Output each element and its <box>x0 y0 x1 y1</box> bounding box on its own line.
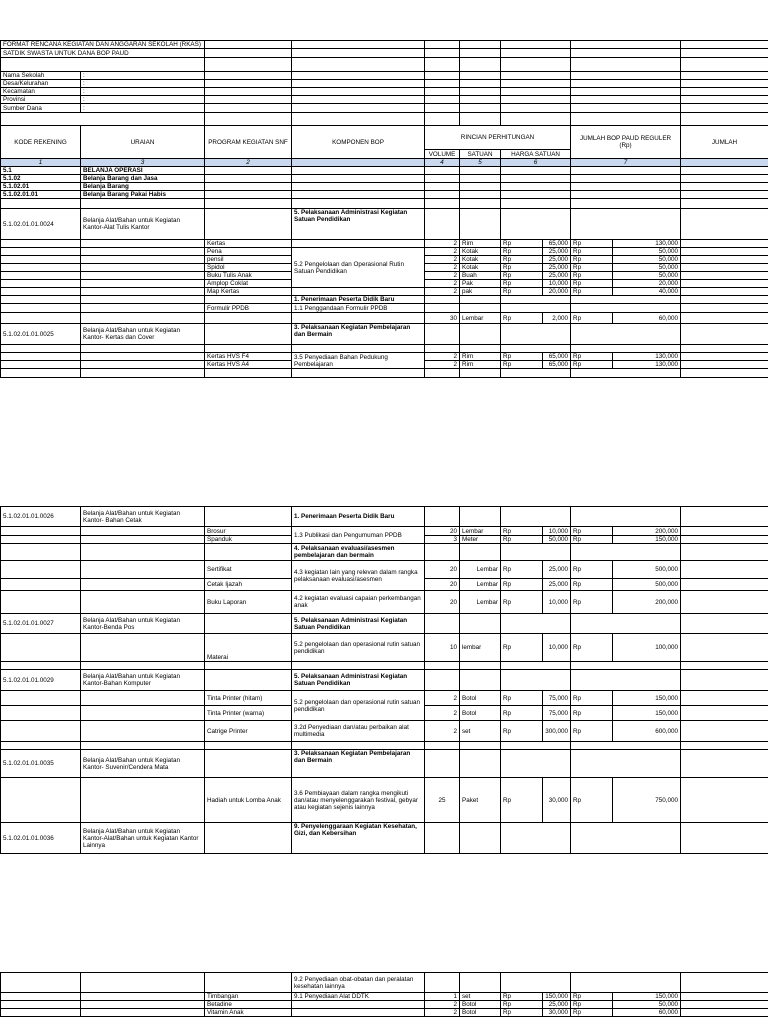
jumlah-bop: 150,000 <box>613 706 681 721</box>
satuan: set <box>460 993 501 1001</box>
harga-satuan: 25,000 <box>543 1001 571 1009</box>
currency: Rp <box>501 591 543 614</box>
table-row <box>1 175 768 183</box>
satuan: Rim <box>460 240 501 248</box>
satuan: Pak <box>460 280 501 288</box>
column-number-row <box>1 159 768 167</box>
table-row <box>1 721 768 742</box>
jumlah-bop: 50,000 <box>613 1001 681 1009</box>
currency: Rp <box>501 993 543 1001</box>
komponen-bop: 4. Pelaksanaan evaluasi/asesmen pembelajaran dan bermain <box>292 544 425 561</box>
uraian: Belanja Alat/Bahan untuk Kegiatan Kantor-Alat/Bahan untuk Kegiatan Kantor Lainnya <box>81 823 205 854</box>
komponen-bop: 9. Penyelenggaraan Kegiatan Kesehatan, Gizi, dan Kebersihan <box>292 823 425 854</box>
table-row <box>1 183 768 191</box>
harga-satuan: 25,000 <box>543 256 571 264</box>
satuan: Botol <box>460 1001 501 1009</box>
col-number: 3 <box>81 159 205 167</box>
kode-rekening: 5.1.02.01.01.0035 <box>1 750 81 778</box>
currency: Rp <box>571 778 613 823</box>
uraian: Belanja Alat/Bahan untuk Kegiatan Kantor- Suvenir/Cendera Mata <box>81 750 205 778</box>
harga-satuan: 75,000 <box>543 706 571 721</box>
jumlah-bop: 50,000 <box>613 248 681 256</box>
volume: 20 <box>425 561 460 579</box>
col-harga: HARGA SATUAN <box>501 150 571 159</box>
kode-rekening: 5.1.02.01.01.0024 <box>1 209 81 240</box>
item-name: Formulir PPDB <box>205 304 292 313</box>
harga-satuan: 10,000 <box>543 280 571 288</box>
satuan: Buah <box>460 272 501 280</box>
field-label: Provinsi <box>1 96 81 104</box>
currency: Rp <box>571 272 613 280</box>
volume: 2 <box>425 721 460 742</box>
currency: Rp <box>501 280 543 288</box>
jumlah-bop: 50,000 <box>613 264 681 272</box>
currency: Rp <box>501 248 543 256</box>
harga-satuan: 25,000 <box>543 561 571 579</box>
jumlah-bop: 600,000 <box>613 721 681 742</box>
table-row <box>1 240 768 248</box>
satuan: Rim <box>460 353 501 361</box>
jumlah-bop: 100,000 <box>613 634 681 662</box>
item-name: Timbangan <box>205 993 292 1001</box>
uraian: Belanja Barang Pakai Habis <box>81 191 205 199</box>
program-kegiatan: 3.5 Penyediaan Bahan Pedukung Pembelajaran <box>292 353 425 369</box>
satuan: Lembar <box>460 579 501 591</box>
currency: Rp <box>501 536 543 544</box>
table-row <box>1 288 768 296</box>
program-kegiatan: 3.6 Pembiayaan dalam rangka mengikuti dan/atau menyelenggarakan festival, gebyar atau kegiatan sejenis lainnya <box>292 778 425 823</box>
harga-satuan: 300,000 <box>543 721 571 742</box>
currency: Rp <box>571 1001 613 1009</box>
table-row <box>1 248 768 256</box>
currency: Rp <box>571 993 613 1001</box>
jumlah-bop: 60,000 <box>613 313 681 324</box>
col-number: 5 <box>460 159 501 167</box>
satuan: pak <box>460 288 501 296</box>
harga-satuan: 10,000 <box>543 634 571 662</box>
volume: 1 <box>425 993 460 1001</box>
table-row <box>1 634 768 662</box>
komponen-bop: 5. Pelaksanaan Administrasi Kegiatan Satuan Pendidikan <box>292 614 425 634</box>
program-kegiatan: 4.3 kegiatan lain yang relevan dalam rangka pelaksanaan evaluasi/asesmen <box>292 561 425 591</box>
satuan: Meter <box>460 536 501 544</box>
table-row <box>1 778 768 823</box>
col-kode: KODE REKENING <box>1 126 81 159</box>
uraian: Belanja Alat/Bahan untuk Kegiatan Kantor- Kertas dan Cover <box>81 324 205 345</box>
harga-satuan: 150,000 <box>543 993 571 1001</box>
item-name: Kertas HVS A4 <box>205 361 292 369</box>
field-value: : <box>81 88 205 96</box>
satuan: lembar <box>460 634 501 662</box>
table-row <box>1 353 768 361</box>
uraian: Belanja Alat/Bahan untuk Kegiatan Kantor-Alat Tulis Kantor <box>81 209 205 240</box>
account-row <box>1 209 768 240</box>
rkas-table-page-3 <box>0 972 768 1017</box>
field-row <box>1 88 768 96</box>
kode-rekening: 5.1 <box>1 167 81 175</box>
title-1: FORMAT RENCANA KEGIATAN DAN ANGGARAN SEKOLAH (RKAS) <box>1 41 205 49</box>
item-name: Tinta Printer (warna) <box>205 706 292 721</box>
rkas-table-page-1 <box>0 40 768 378</box>
col-rincian: RINCIAN PERHITUNGAN <box>425 126 571 150</box>
currency: Rp <box>571 579 613 591</box>
title-2: SATDIK SWASTA UNTUK DANA BOP PAUD <box>1 49 205 58</box>
satuan: Botol <box>460 1009 501 1017</box>
item-name: Vitamin Anak <box>205 1009 292 1017</box>
col-komponen: KOMPONEN BOP <box>292 126 425 159</box>
currency: Rp <box>571 1009 613 1017</box>
currency: Rp <box>501 361 543 369</box>
table-row <box>1 304 768 313</box>
currency: Rp <box>501 527 543 536</box>
table-row <box>1 544 768 561</box>
komponen-bop: 1. Penerimaan Peserta Didik Baru <box>292 296 425 304</box>
jumlah-bop: 200,000 <box>613 591 681 614</box>
volume: 2 <box>425 256 460 264</box>
currency: Rp <box>501 579 543 591</box>
currency: Rp <box>571 280 613 288</box>
harga-satuan: 10,000 <box>543 591 571 614</box>
jumlah-bop: 130,000 <box>613 240 681 248</box>
jumlah-bop: 150,000 <box>613 536 681 544</box>
jumlah-bop: 20,000 <box>613 280 681 288</box>
item-name: Hadiah untuk Lomba Anak <box>205 778 292 823</box>
kode-rekening: 5.1.02.01.01.0029 <box>1 670 81 691</box>
item-name: Map Kertas <box>205 288 292 296</box>
field-value: : <box>81 72 205 80</box>
kode-rekening: 5.1.02.01 <box>1 183 81 191</box>
currency: Rp <box>501 721 543 742</box>
harga-satuan: 65,000 <box>543 353 571 361</box>
harga-satuan: 75,000 <box>543 691 571 706</box>
title-row <box>1 41 768 49</box>
komponen-bop: 3. Pelaksanaan Kegiatan Pembelajaran dan Bermain <box>292 750 425 778</box>
jumlah-bop: 500,000 <box>613 579 681 591</box>
col-jumlah: JUMLAH <box>681 126 768 159</box>
item-name: Tinta Printer (hitam) <box>205 691 292 706</box>
kode-rekening: 5.1.02 <box>1 175 81 183</box>
jumlah-bop: 150,000 <box>613 691 681 706</box>
table-row <box>1 191 768 199</box>
program-kegiatan: 9.2 Penyediaan obat-obatan dan peralatan kesehatan lainnya <box>292 973 425 993</box>
uraian: Belanja Alat/Bahan untuk Kegiatan Kantor- Bahan Cetak <box>81 507 205 527</box>
item-name: Betadine <box>205 1001 292 1009</box>
satuan: Botol <box>460 691 501 706</box>
col-number: 1 <box>1 159 81 167</box>
field-label: Nama Sekolah <box>1 72 81 80</box>
currency: Rp <box>571 240 613 248</box>
volume: 20 <box>425 527 460 536</box>
currency: Rp <box>571 256 613 264</box>
table-row <box>1 691 768 706</box>
uraian: Belanja Alat/Bahan untuk Kegiatan Kantor-Benda Pos <box>81 614 205 634</box>
currency: Rp <box>501 691 543 706</box>
currency: Rp <box>501 288 543 296</box>
komponen-bop: 1. Penerimaan Peserta Didik Baru <box>292 507 425 527</box>
item-name: pensil <box>205 256 292 264</box>
komponen-bop: 3. Pelaksanaan Kegiatan Pembelajaran dan Bermain <box>292 324 425 345</box>
harga-satuan: 20,000 <box>543 288 571 296</box>
account-row <box>1 750 768 778</box>
satuan: set <box>460 721 501 742</box>
item-name: Kertas HVS F4 <box>205 353 292 361</box>
volume: 30 <box>425 313 460 324</box>
satuan: Lembar <box>460 313 501 324</box>
harga-satuan: 50,000 <box>543 536 571 544</box>
volume: 20 <box>425 579 460 591</box>
item-name: Amplop Coklat <box>205 280 292 288</box>
currency: Rp <box>571 721 613 742</box>
item-name: Sertifikat <box>205 561 292 579</box>
jumlah-bop: 200,000 <box>613 527 681 536</box>
currency: Rp <box>501 313 543 324</box>
harga-satuan: 65,000 <box>543 361 571 369</box>
harga-satuan: 10,000 <box>543 527 571 536</box>
program-kegiatan: 5.2 pengelolaan dan operasional rutin satuan pendidikan <box>292 634 425 662</box>
field-row <box>1 104 768 113</box>
subtitle-row <box>1 49 768 58</box>
table-row <box>1 296 768 304</box>
satuan: Botol <box>460 706 501 721</box>
table-row <box>1 527 768 536</box>
currency: Rp <box>501 706 543 721</box>
table-row <box>1 561 768 579</box>
currency: Rp <box>571 706 613 721</box>
kode-rekening: 5.1.02.01.01.0026 <box>1 507 81 527</box>
harga-satuan: 30,000 <box>543 1009 571 1017</box>
volume: 3 <box>425 536 460 544</box>
kode-rekening: 5.1.02.01.01.0036 <box>1 823 81 854</box>
volume: 2 <box>425 1009 460 1017</box>
volume: 2 <box>425 248 460 256</box>
currency: Rp <box>501 1009 543 1017</box>
satuan: Kotak <box>460 256 501 264</box>
volume: 2 <box>425 280 460 288</box>
account-row <box>1 614 768 634</box>
item-name: Materai <box>205 634 292 662</box>
satuan: Lembar <box>460 561 501 579</box>
satuan: Paket <box>460 778 501 823</box>
volume: 2 <box>425 264 460 272</box>
kode-rekening: 5.1.02.01.01.0025 <box>1 324 81 345</box>
field-value: : <box>81 104 205 113</box>
volume: 2 <box>425 706 460 721</box>
account-row <box>1 324 768 345</box>
item-name: Spidol <box>205 264 292 272</box>
program-kegiatan: 1.3 Publikasi dan Pengumuman PPDB <box>292 527 425 544</box>
program-kegiatan: 3.2d Penyediaan dan/atau perbaikan alat multimedia <box>292 721 425 742</box>
program-kegiatan: 5.2 pengelolaan dan operasional rutin satuan pendidikan <box>292 691 425 721</box>
field-label: Desa/Kelurahan <box>1 80 81 88</box>
field-row <box>1 72 768 80</box>
kode-rekening: 5.1.02.01.01 <box>1 191 81 199</box>
jumlah-bop: 130,000 <box>613 361 681 369</box>
satuan: Kotak <box>460 248 501 256</box>
currency: Rp <box>501 353 543 361</box>
volume: 10 <box>425 634 460 662</box>
volume: 2 <box>425 691 460 706</box>
volume: 2 <box>425 353 460 361</box>
volume: 2 <box>425 1001 460 1009</box>
col-number: 6 <box>501 159 571 167</box>
col-number: 4 <box>425 159 460 167</box>
currency: Rp <box>571 248 613 256</box>
currency: Rp <box>501 561 543 579</box>
jumlah-bop: 500,000 <box>613 561 681 579</box>
harga-satuan: 25,000 <box>543 248 571 256</box>
jumlah-bop: 60,000 <box>613 1009 681 1017</box>
harga-satuan: 65,000 <box>543 240 571 248</box>
program-kegiatan: 1.1 Penggandaan Formulir PPDB <box>292 304 425 313</box>
item-name: Cetak Ijazah <box>205 579 292 591</box>
currency: Rp <box>571 264 613 272</box>
currency: Rp <box>571 361 613 369</box>
table-row <box>1 313 768 324</box>
volume: 2 <box>425 288 460 296</box>
field-row <box>1 96 768 104</box>
currency: Rp <box>571 691 613 706</box>
currency: Rp <box>501 778 543 823</box>
currency: Rp <box>571 527 613 536</box>
volume: 2 <box>425 240 460 248</box>
volume: 25 <box>425 778 460 823</box>
table-row <box>1 591 768 614</box>
uraian: Belanja Barang <box>81 183 205 191</box>
field-value: : <box>81 96 205 104</box>
item-name: Buku Laporan <box>205 591 292 614</box>
item-name: Catrige Printer <box>205 721 292 742</box>
col-number: 2 <box>205 159 292 167</box>
col-satuan: SATUAN <box>460 150 501 159</box>
currency: Rp <box>501 264 543 272</box>
jumlah-bop: 130,000 <box>613 353 681 361</box>
harga-satuan: 25,000 <box>543 579 571 591</box>
item-name: Pena <box>205 248 292 256</box>
table-row <box>1 973 768 993</box>
currency: Rp <box>501 256 543 264</box>
harga-satuan: 2,000 <box>543 313 571 324</box>
currency: Rp <box>571 353 613 361</box>
kode-rekening: 5.1.02.01.01.0027 <box>1 614 81 634</box>
currency: Rp <box>571 591 613 614</box>
currency: Rp <box>501 634 543 662</box>
col-number: 7 <box>571 159 681 167</box>
currency: Rp <box>501 240 543 248</box>
program-kegiatan: 5.2 Pengelolaan dan Operasional Rutin Satuan Pendidikan <box>292 248 425 288</box>
satuan: Kotak <box>460 264 501 272</box>
field-label: Kecamatan <box>1 88 81 96</box>
field-label: Sumber Dana <box>1 104 81 113</box>
uraian: Belanja Barang dan Jasa <box>81 175 205 183</box>
currency: Rp <box>571 313 613 324</box>
rkas-table-page-2 <box>0 506 768 854</box>
currency: Rp <box>571 288 613 296</box>
col-program: PROGRAM KEGIATAN SNF <box>205 126 292 159</box>
harga-satuan: 25,000 <box>543 264 571 272</box>
jumlah-bop: 150,000 <box>613 993 681 1001</box>
item-name: Kertas <box>205 240 292 248</box>
account-row <box>1 823 768 854</box>
volume: 2 <box>425 272 460 280</box>
col-volume: VOLUME <box>425 150 460 159</box>
uraian: Belanja Alat/Bahan untuk Kegiatan Kantor-Bahan Komputer <box>81 670 205 691</box>
table-row <box>1 1001 768 1009</box>
col-uraian: URAIAN <box>81 126 205 159</box>
uraian: BELANJA OPERASI <box>81 167 205 175</box>
column-header-row <box>1 126 768 150</box>
jumlah-bop: 50,000 <box>613 256 681 264</box>
satuan: Lembar <box>460 527 501 536</box>
jumlah-bop: 40,000 <box>613 288 681 296</box>
currency: Rp <box>571 634 613 662</box>
field-value: : <box>81 80 205 88</box>
table-row <box>1 993 768 1001</box>
jumlah-bop: 750,000 <box>613 778 681 823</box>
table-row <box>1 167 768 175</box>
currency: Rp <box>501 1001 543 1009</box>
col-jumlah-bop: JUMLAH BOP PAUD REGULER (Rp) <box>571 126 681 159</box>
item-name: Spanduk <box>205 536 292 544</box>
currency: Rp <box>571 536 613 544</box>
currency: Rp <box>571 561 613 579</box>
komponen-bop: 5. Pelaksanaan Administrasi Kegiatan Satuan Pendidikan <box>292 670 425 691</box>
table-row <box>1 1009 768 1017</box>
harga-satuan: 25,000 <box>543 272 571 280</box>
field-row <box>1 80 768 88</box>
program-kegiatan: 4.2 kegiatan evaluasi capaian perkembangan anak <box>292 591 425 614</box>
account-row <box>1 670 768 691</box>
jumlah-bop: 50,000 <box>613 272 681 280</box>
account-row <box>1 507 768 527</box>
program-kegiatan: 9.1 Penyediaan Alat DDTK <box>292 993 425 1001</box>
satuan: Rim <box>460 361 501 369</box>
item-name: Brosur <box>205 527 292 536</box>
harga-satuan: 30,000 <box>543 778 571 823</box>
volume: 20 <box>425 591 460 614</box>
volume: 2 <box>425 361 460 369</box>
komponen-bop: 5. Pelaksanaan Administrasi Kegiatan Satuan Pendidikan <box>292 209 425 240</box>
satuan: Lembar <box>460 591 501 614</box>
currency: Rp <box>501 272 543 280</box>
item-name: Buku Tulis Anak <box>205 272 292 280</box>
